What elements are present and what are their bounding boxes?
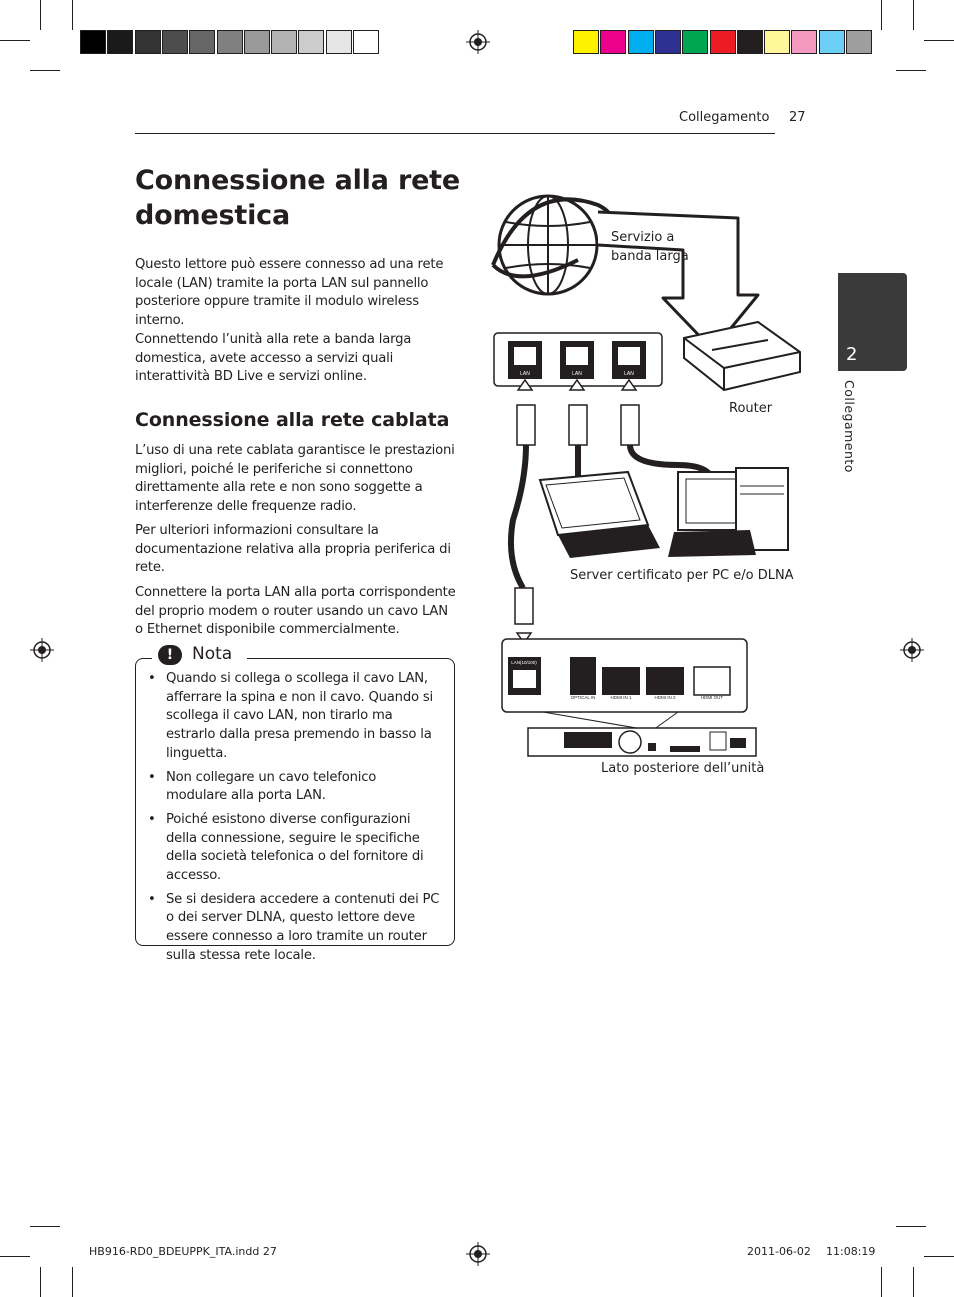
calibration-swatch: [682, 30, 708, 54]
exclamation-icon: !: [158, 645, 182, 665]
footer-time: 11:08:19: [826, 1245, 876, 1258]
calibration-swatch: [326, 30, 352, 54]
footer-date: 2011-06-02: [747, 1245, 811, 1258]
note-item-text: Non collegare un cavo telefonico modulare alla porta LAN.: [166, 769, 377, 804]
header-section: Collegamento: [679, 110, 770, 125]
body-paragraph-3: Connettere la porta LAN alla porta corrispondente del proprio modem o router usando un cavo LAN o Ethernet disponibile commercialmente.: [135, 585, 456, 638]
intro-paragraph-2: Connettendo l’unità alla rete a banda larga domestica, avete accesso a servizi quali interattività BD Live e servizi online.: [135, 332, 412, 385]
calibration-swatch: [80, 30, 106, 54]
calibration-swatch: [791, 30, 817, 54]
intro-paragraph-1: Questo lettore può essere connesso ad una rete locale (LAN) tramite la porta LAN sul pannello posteriore oppure tramite il modulo wireless interno.: [135, 257, 444, 329]
body-paragraph-2: Per ulteriori informazioni consultare la documentazione relativa alla propria periferica di rete.: [135, 523, 451, 576]
calibration-swatch: [217, 30, 243, 54]
note-item-text: Quando si collega o scollega il cavo LAN, afferrare la spina e non il cavo. Quando si scollega il cavo LAN, non tirarlo ma estrarlo dalla presa premendo in basso la linguetta.: [166, 671, 433, 761]
player-rear-panel-icon: [528, 728, 756, 756]
chapter-number: 2: [846, 344, 858, 365]
lan-plug-icon: [621, 405, 639, 445]
calibration-swatch: [189, 30, 215, 54]
lan-plug-icon: [515, 588, 533, 624]
unit-port-label: HDMI OUT: [700, 695, 724, 700]
calibration-swatch: [162, 30, 188, 54]
unit-port-label: HDMI IN 2: [654, 695, 676, 700]
registration-target-icon: [30, 638, 54, 662]
list-item: • Se si desidera accedere a contenuti dei PC o dei server DLNA, questo lettore deve essere connesso a loro tramite un router sulla stessa rete locale.: [148, 891, 440, 963]
optical-port-icon: [570, 657, 596, 695]
unit-port-label: OPTICAL IN: [570, 695, 596, 700]
hdmi-port-icon: [646, 667, 684, 695]
lan-plug-icon: [517, 405, 535, 445]
note-label: Nota: [192, 644, 233, 664]
calibration-swatch: [819, 30, 845, 54]
calibration-swatch: [628, 30, 654, 54]
globe-icon: [493, 196, 611, 294]
router-port-label: LAN: [520, 371, 530, 377]
registration-target-icon: [900, 638, 924, 662]
body-paragraph-1: L’uso di una rete cablata garantisce le prestazioni migliori, poiché le periferiche si connettono direttamente alla rete e non sono soggette a interferenze delle frequenze radio.: [135, 443, 455, 515]
header-rule: [135, 133, 775, 134]
calibration-swatch: [298, 30, 324, 54]
lan-plug-icon: [569, 405, 587, 445]
laptop-icon: [540, 472, 660, 558]
lan-port-socket: [513, 670, 536, 688]
list-item: • Quando si collega o scollega il cavo LAN, afferrare la spina e non il cavo. Quando si scollega il cavo LAN, non tirarlo ma estrarlo dalla presa premendo in basso la linguetta.: [148, 671, 433, 761]
calibration-swatch: [737, 30, 763, 54]
calibration-swatch: [135, 30, 161, 54]
lan-cable: [511, 445, 526, 588]
calibration-swatch: [655, 30, 681, 54]
page-number: 27: [789, 110, 806, 125]
registration-target-icon: [466, 30, 490, 54]
calibration-swatch: [573, 30, 599, 54]
list-item: • Poiché esistono diverse configurazioni della connessione, seguire le specifiche della società telefonica o del fornitore di accesso.: [148, 811, 424, 884]
calibration-swatch: [764, 30, 790, 54]
note-item-text: Poiché esistono diverse configurazioni della connessione, seguire le specifiche della società telefonica o del fornitore di accesso.: [166, 811, 424, 884]
note-list: [146, 670, 441, 971]
hdmi-port-icon: [602, 667, 640, 695]
desktop-computer-icon: [668, 468, 788, 557]
broadband-label: Servizio a banda larga: [611, 230, 689, 264]
calibration-swatch: [710, 30, 736, 54]
page-title: Connessione alla rete domestica: [135, 165, 460, 231]
calibration-swatch: [846, 30, 872, 54]
section-subtitle: Connessione alla rete cablata: [135, 409, 450, 431]
chapter-label: Collegamento: [842, 380, 857, 473]
server-label: Server certificato per PC e/o DLNA: [570, 568, 794, 583]
calibration-swatch: [600, 30, 626, 54]
network-diagram: [488, 190, 828, 770]
footer-filename: HB916-RD0_BDEUPPK_ITA.indd 27: [89, 1245, 277, 1258]
rear-panel-label: Lato posteriore dell’unità: [601, 761, 765, 776]
calibration-swatch: [271, 30, 297, 54]
list-item: • Non collegare un cavo telefonico modulare alla porta LAN.: [148, 769, 377, 804]
calibration-swatch: [107, 30, 133, 54]
note-item-text: Se si desidera accedere a contenuti dei PC o dei server DLNA, questo lettore deve essere connesso a loro tramite un router sulla stessa rete locale.: [166, 891, 440, 963]
unit-port-label: LAN(10/100): [511, 660, 537, 665]
hdmi-port-icon: [694, 667, 730, 695]
router-port-label: LAN: [624, 371, 634, 377]
router-port-label: LAN: [572, 371, 582, 377]
registration-target-icon: [466, 1242, 490, 1266]
router-label: Router: [729, 401, 773, 416]
calibration-swatch: [244, 30, 270, 54]
calibration-swatch: [353, 30, 379, 54]
unit-port-label: HDMI IN 1: [610, 695, 632, 700]
